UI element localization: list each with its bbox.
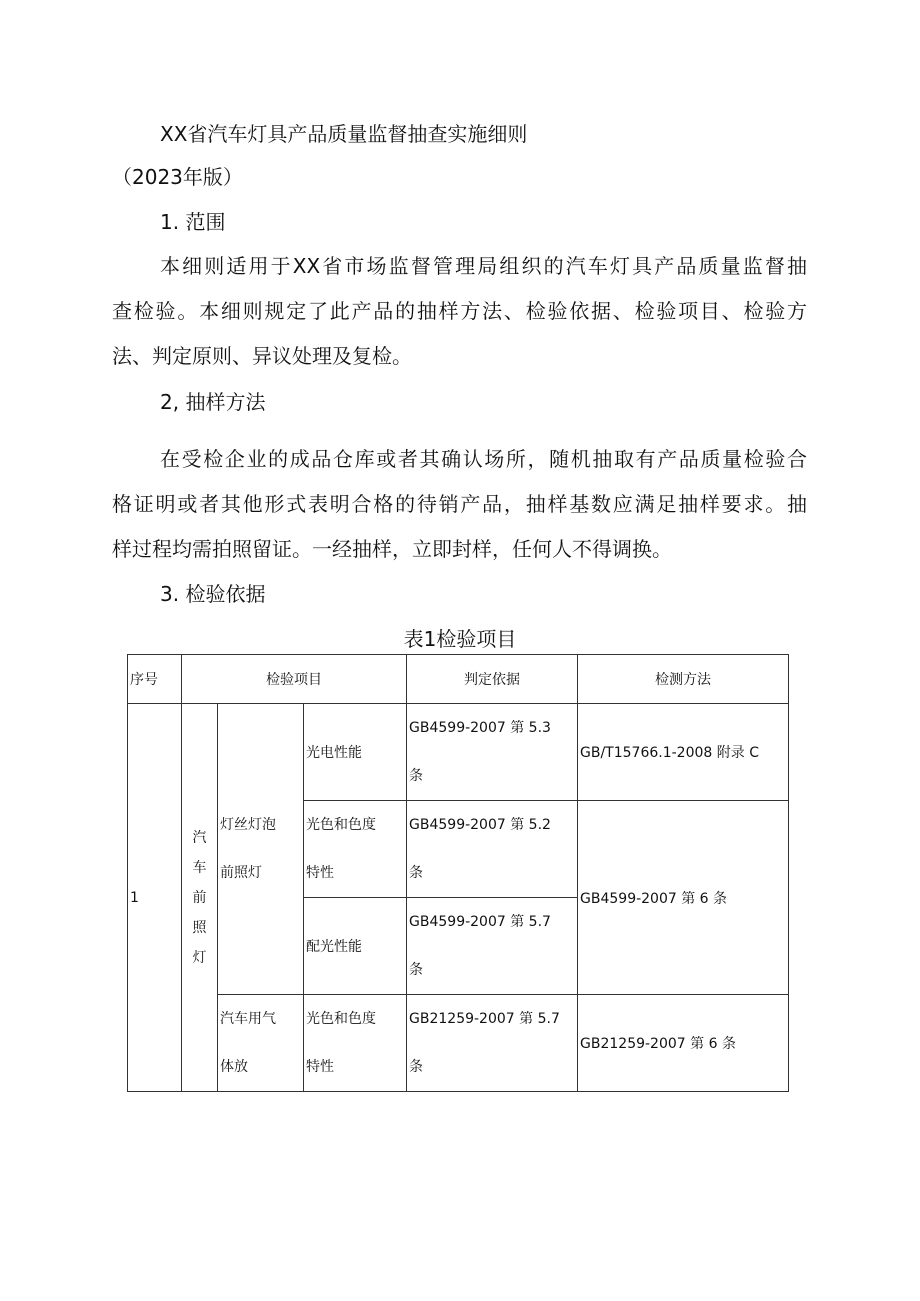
item-cell (304, 995, 407, 1092)
group-1-name (218, 704, 304, 995)
category-cell (182, 704, 218, 1092)
basis-cell (407, 801, 578, 898)
basis-line: GB4599-2007 第 5.3 (409, 720, 551, 736)
group-2-line: 汽车用气 (220, 1011, 276, 1027)
section-2-heading: 2, 抽样方法 (160, 390, 266, 414)
section-2-line: 格证明或者其他形式表明合格的待销产品，抽样基数应满足抽样要求。抽 (112, 492, 807, 516)
inspection-table (127, 654, 789, 1092)
method-cell: GB21259-2007 第 6 条 (578, 995, 789, 1092)
basis-line: GB4599-2007 第 5.2 (409, 817, 551, 833)
section-2-line: 在受检企业的成品仓库或者其确认场所，随机抽取有产品质量检验合 (160, 447, 807, 471)
basis-line: 条 (409, 1059, 424, 1075)
item-line: 光色和色度 (306, 817, 376, 833)
category-char: 照 (192, 919, 207, 936)
basis-line: 条 (409, 865, 424, 881)
category-char: 前 (192, 889, 207, 906)
header-basis: 判定依据 (407, 655, 578, 704)
item-cell (304, 801, 407, 898)
item-cell: 配光性能 (304, 898, 407, 995)
table-header-row (128, 655, 789, 704)
item-cell: 光电性能 (304, 704, 407, 801)
item-line: 光色和色度 (306, 1011, 376, 1027)
group-2-name (218, 995, 304, 1092)
basis-cell (407, 704, 578, 801)
section-2-line: 样过程均需拍照留证。一经抽样，立即封样，任何人不得调换。 (112, 537, 672, 561)
edition-label: （2023年版） (112, 165, 243, 189)
section-1-line: 查检验。本细则规定了此产品的抽样方法、检验依据、检验项目、检验方 (112, 299, 807, 323)
header-method: 检测方法 (578, 655, 789, 704)
table-row (128, 995, 789, 1092)
item-line: 特性 (306, 1059, 334, 1075)
basis-line: 条 (409, 962, 424, 978)
method-cell: GB/T15766.1-2008 附录 C (578, 704, 789, 801)
section-3-heading: 3. 检验依据 (160, 582, 266, 606)
group-1-line: 前照灯 (220, 865, 262, 881)
table-caption: 表1检验项目 (403, 627, 517, 651)
basis-cell (407, 898, 578, 995)
section-1-line: 本细则适用于XX省市场监督管理局组织的汽车灯具产品质量监督抽 (160, 254, 807, 278)
method-cell: GB4599-2007 第 6 条 (578, 801, 789, 995)
section-1-body (112, 252, 807, 370)
category-char: 车 (192, 859, 207, 876)
item-line: 特性 (306, 865, 334, 881)
category-char: 灯 (192, 949, 207, 966)
header-no: 序号 (128, 655, 182, 704)
group-2-line: 体放 (220, 1059, 248, 1075)
row-number: 1 (128, 704, 182, 1092)
section-1-heading: 1. 范围 (160, 210, 226, 234)
document-title: XX省汽车灯具产品质量监督抽查实施细则 (160, 122, 528, 146)
basis-line: GB4599-2007 第 5.7 (409, 914, 551, 930)
basis-cell (407, 995, 578, 1092)
group-1-line: 灯丝灯泡 (220, 817, 276, 833)
basis-line: GB21259-2007 第 5.7 (409, 1011, 560, 1027)
category-char: 汽 (192, 829, 207, 846)
header-item: 检验项目 (182, 655, 407, 704)
section-1-line: 法、判定原则、异议处理及复检。 (112, 344, 412, 368)
section-2-body (112, 445, 807, 563)
basis-line: 条 (409, 768, 424, 784)
table-row (128, 704, 789, 801)
